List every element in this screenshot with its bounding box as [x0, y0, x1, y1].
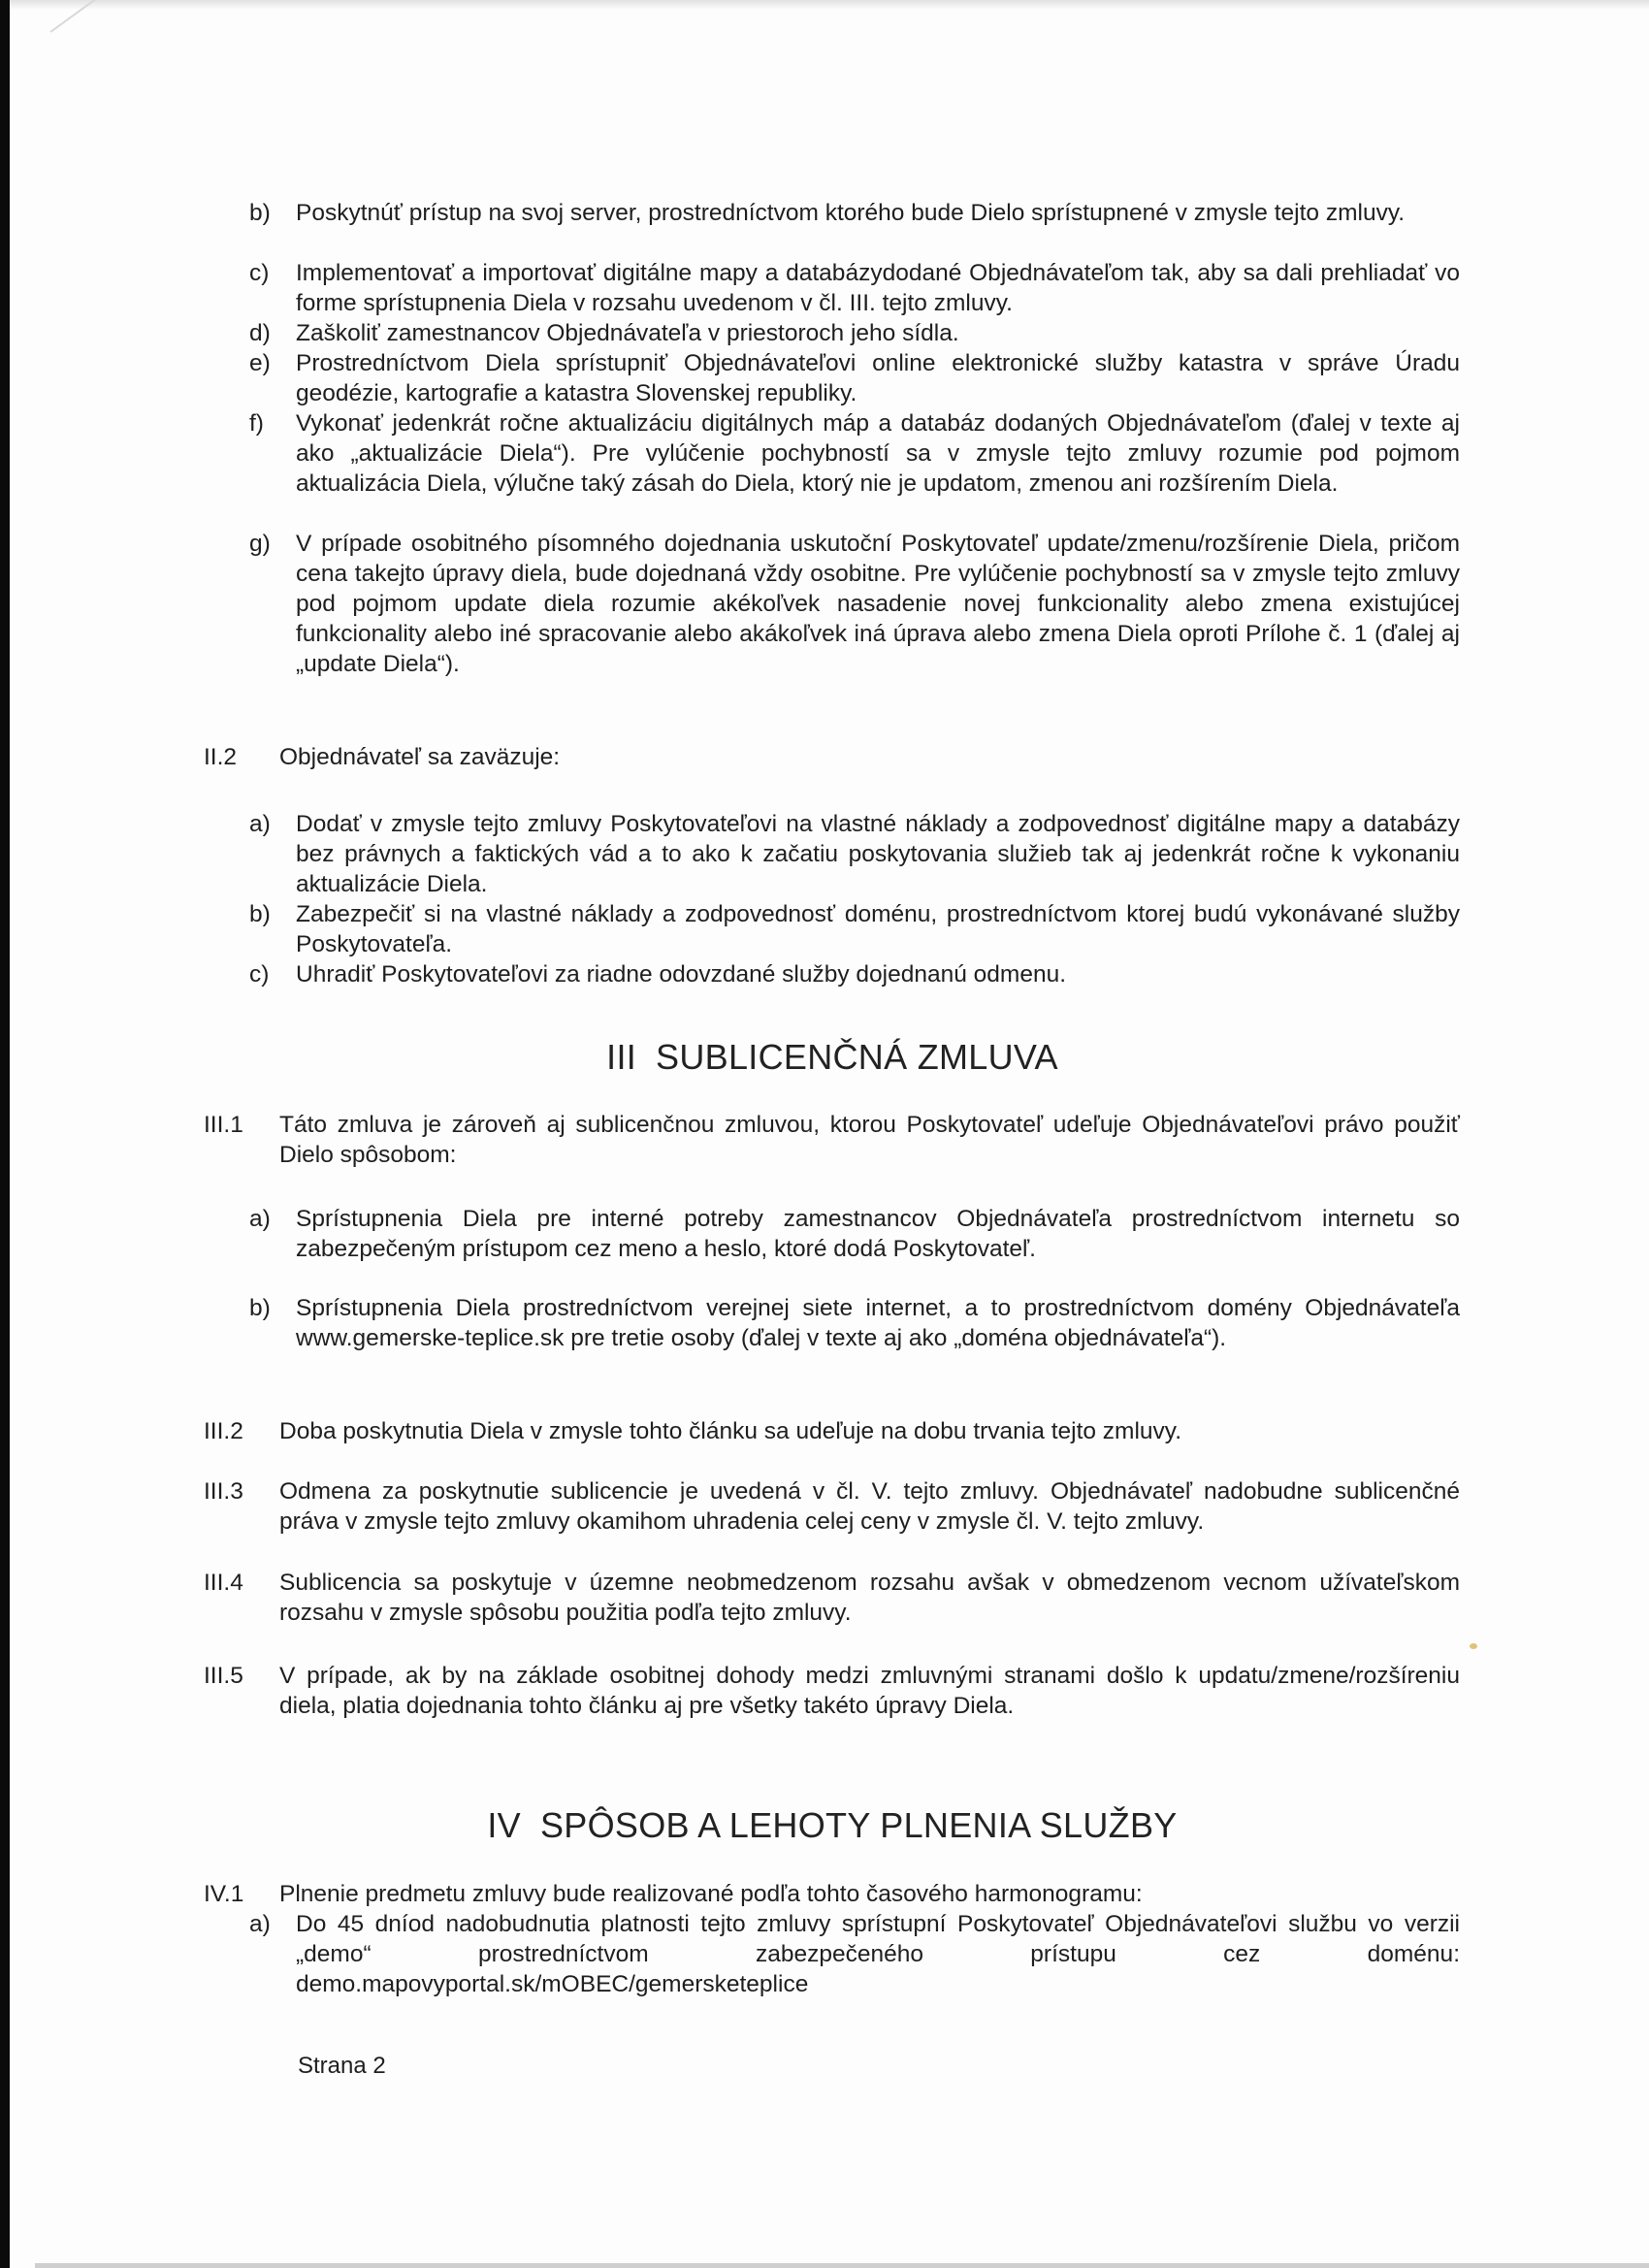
item-text: Sprístupnenia Diela prostredníctvom verejnej siete internet, a to prostredníctvom domény Objednávateľa www.gemerske-teplice.sk pre tretie osoby (ďalej v texte aj ako „doména objednávateľa“).	[296, 1295, 1460, 1351]
list-item	[249, 258, 1460, 318]
item-label: e)	[249, 350, 271, 376]
item-text: Sprístupnenia Diela pre interné potreby zamestnancov Objednávateľa prostredníctvom internetu so zabezpečeným prístupom cez meno a heslo, ktoré dodá Poskytovateľ.	[296, 1206, 1460, 1262]
clause	[204, 1110, 1460, 1170]
clause	[204, 1416, 1460, 1446]
clause-text: V prípade, ak by na základe osobitnej dohody medzi zmluvnými stranami došlo k updatu/zmene/rozšíreniu diela, platia dojednania tohto článku aj pre všetky takéto úpravy Diela.	[279, 1663, 1460, 1719]
item-label: d)	[249, 320, 271, 346]
clause-number: IV.1	[204, 1881, 244, 1907]
clause-number: III.4	[204, 1570, 243, 1596]
list-item	[249, 1293, 1460, 1353]
section-heading	[0, 1038, 1649, 1077]
section-heading	[0, 1806, 1649, 1845]
clause-text: Doba poskytnutia Diela v zmysle tohto článku sa udeľuje na dobu trvania tejto zmluvy.	[279, 1418, 1182, 1444]
list-item	[249, 1204, 1460, 1264]
item-label: b)	[249, 1295, 271, 1321]
list-item	[249, 198, 1460, 228]
clause-number: II.2	[204, 744, 238, 770]
clause	[204, 1661, 1460, 1721]
item-label: a)	[249, 811, 271, 837]
clause	[204, 742, 1460, 772]
item-label: c)	[249, 260, 270, 286]
section-number: III	[606, 1037, 637, 1077]
item-label: b)	[249, 901, 271, 927]
page-number: Strana 2	[298, 2053, 386, 2079]
section-title: SPÔSOB A LEHOTY PLNENIA SLUŽBY	[540, 1805, 1178, 1845]
clause-text: Objednávateľ sa zaväzuje:	[279, 744, 561, 770]
item-label: a)	[249, 1911, 271, 1937]
list-item	[249, 809, 1460, 899]
scan-border	[0, 0, 10, 2268]
item-label: c)	[249, 961, 270, 988]
item-text: Zaškoliť zamestnancov Objednávateľa v priestoroch jeho sídla.	[296, 320, 959, 346]
list-item	[249, 318, 1460, 348]
section-title: SUBLICENČNÁ ZMLUVA	[656, 1037, 1058, 1077]
item-label: f)	[249, 410, 264, 437]
list-item	[249, 1909, 1460, 1999]
list-item	[249, 408, 1460, 499]
clause-number: III.3	[204, 1478, 243, 1505]
item-text: Uhradiť Poskytovateľovi za riadne odovzdané služby dojednanú odmenu.	[296, 961, 1067, 988]
item-text: Do 45 dníod nadobudnutia platnosti tejto zmluvy sprístupní Poskytovateľ Objednávateľovi službu vo verzii „demo“ prostredníctvom zabezpečeného prístupu cez doménu: demo.mapovyportal.sk/mOBEC/gemersketeplice	[296, 1911, 1460, 1997]
clause	[204, 1568, 1460, 1628]
clause-number: III.2	[204, 1418, 243, 1444]
item-text: Implementovať a importovať digitálne mapy a databázydodané Objednávateľom tak, aby sa dali prehliadať vo forme sprístupnenia Diela v rozsahu uvedenom v čl. III. tejto zmluvy.	[296, 260, 1460, 316]
item-text: Poskytnúť prístup na svoj server, prostredníctvom ktorého bude Dielo sprístupnené v zmysle tejto zmluvy.	[296, 200, 1406, 226]
list-item	[249, 348, 1460, 408]
list-item	[249, 899, 1460, 959]
scan-top-shade	[10, 0, 1649, 10]
section-number: IV	[487, 1805, 521, 1845]
clause-number: III.5	[204, 1663, 243, 1689]
item-text: Dodať v zmysle tejto zmluvy Poskytovateľovi na vlastné náklady a zodpovednosť digitálne mapy a databázy bez právnych a faktických vád a to ako k začatiu poskytovania služieb tak aj jedenkrát ročne k vykonaniu aktualizácie Diela.	[296, 811, 1460, 897]
clause	[204, 1476, 1460, 1537]
list-item	[249, 529, 1460, 679]
clause-number: III.1	[204, 1112, 243, 1138]
item-label: a)	[249, 1206, 271, 1232]
list-item	[249, 959, 1460, 989]
item-text: Zabezpečiť si na vlastné náklady a zodpovednosť doménu, prostredníctvom ktorej budú vykonávané služby Poskytovateľa.	[296, 901, 1460, 957]
clause-text: Odmena za poskytnutie sublicencie je uvedená v čl. V. tejto zmluvy. Objednávateľ nadobudne sublicenčné práva v zmysle tejto zmluvy okamihom uhradenia celej ceny v zmysle čl. V. tejto zmluvy.	[279, 1478, 1460, 1535]
clause-text: Plnenie predmetu zmluvy bude realizované podľa tohto časového harmonogramu:	[279, 1881, 1143, 1907]
item-label: b)	[249, 200, 271, 226]
clause	[204, 1879, 1460, 1909]
clause-text: Táto zmluva je zároveň aj sublicenčnou zmluvou, ktorou Poskytovateľ udeľuje Objednávateľovi právo použiť Dielo spôsobom:	[279, 1112, 1460, 1168]
item-text: Vykonať jedenkrát ročne aktualizáciu digitálnych máp a databáz dodaných Objednávateľom (ďalej v texte aj ako „aktualizácie Diela“). Pre vylúčenie pochybností sa v zmysle tejto zmluvy rozumie pod pojmom aktualizácia Diela, výlučne taký zásah do Diela, ktorý nie je updatom, zmenou ani rozšírením Diela.	[296, 410, 1460, 497]
scan-bottom-shade	[35, 2263, 1649, 2268]
clause-text: Sublicencia sa poskytuje v územne neobmedzenom rozsahu avšak v obmedzenom vecnom užívateľskom rozsahu v zmysle spôsobu použitia podľa tejto zmluvy.	[279, 1570, 1460, 1626]
item-text: V prípade osobitného písomného dojednania uskutoční Poskytovateľ update/zmenu/rozšírenie Diela, pričom cena takejto úpravy diela, bude dojednaná vždy osobitne. Pre vylúčenie pochybností sa v zmysle tejto zmluvy pod pojmom update diela rozumie akékoľvek nasadenie novej funkcionality alebo zmena existujúcej funkcionality alebo iné spracovanie alebo akákoľvek iná úprava alebo zmena Diela oproti Prílohe č. 1 (ďalej aj „update Diela“).	[296, 531, 1460, 677]
item-label: g)	[249, 531, 271, 557]
item-text: Prostredníctvom Diela sprístupniť Objednávateľovi online elektronické služby katastra v správe Úradu geodézie, kartografie a katastra Slovenskej republiky.	[296, 350, 1460, 406]
scan-speck	[1470, 1643, 1477, 1649]
